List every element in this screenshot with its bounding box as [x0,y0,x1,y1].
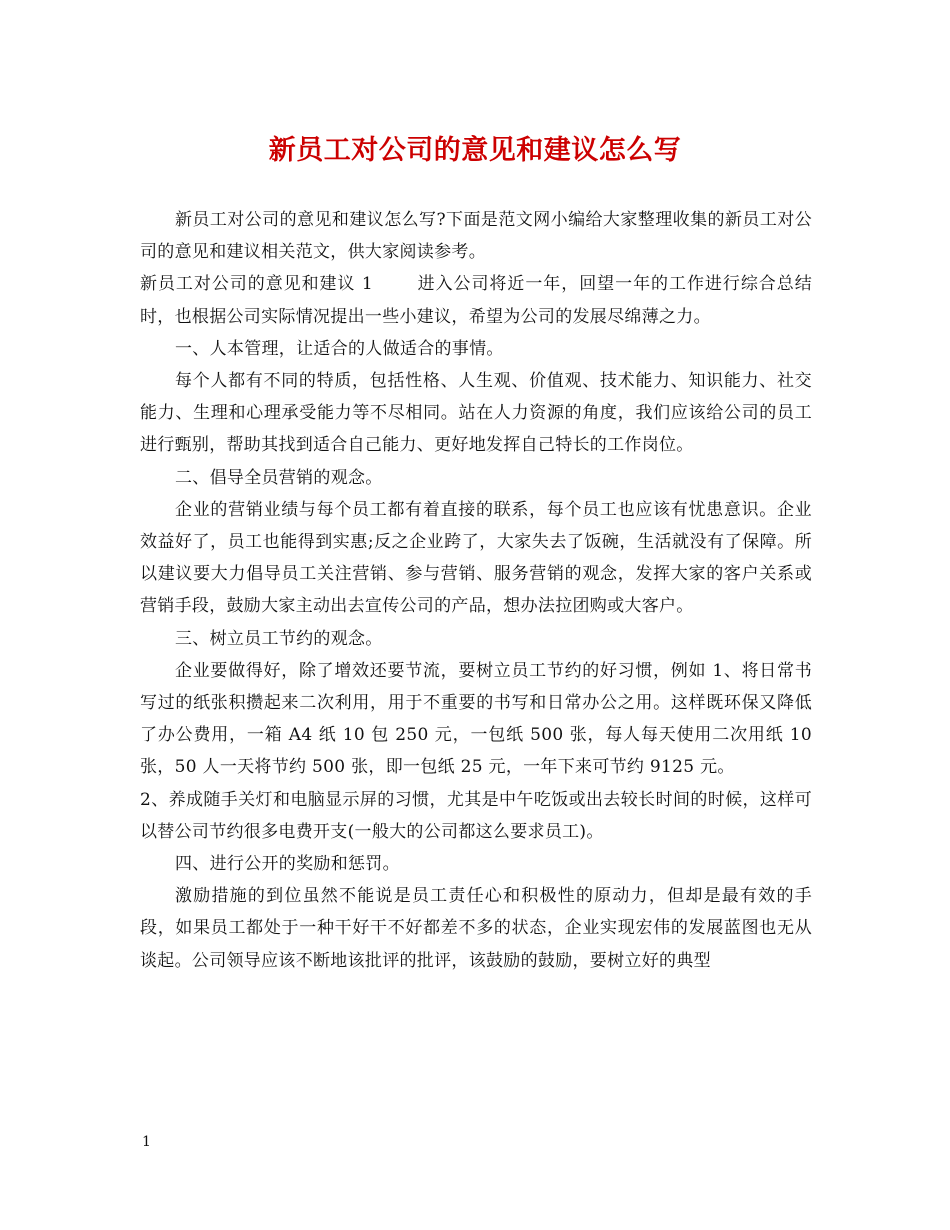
section-body-4: 激励措施的到位虽然不能说是员工责任心和积极性的原动力，但却是最有效的手段，如果员工都处于一种干好干不好都差不多的状态，企业实现宏伟的发展蓝图也无从谈起。公司领导应该不断地该批评的批评，该鼓励的鼓励，要树立好的典型 [140,886,812,971]
section-heading-1: 一、人本管理，让适合的人做适合的事情。 [175,338,504,359]
section-body-3: 企业要做得好，除了增效还要节流，要树立员工节约的好习惯，例如 1、将日常书写过的纸张积攒起来二次利用，用于不重要的书写和日常办公之用。这样既环保又降低了办公费用，一箱 A4 纸 10 包 250 元，一包纸 500 张，每人每天使用二次用纸 10 张，50 人一天将节约 500 张，即一包纸 25 元，一年下来可节约 9125 元。 [140,660,812,778]
sample-intro: 进入公司将近一年，回望一年的工作进行综合总结时，也根据公司实际情况提出一些小建议，希望为公司的发展尽绵薄之力。 [140,274,812,327]
section-heading-4: 四、进行公开的奖励和惩罚。 [175,854,400,875]
page-number: 1 [142,1134,151,1150]
document-title: 新员工对公司的意见和建议怎么写 [268,135,682,166]
document-body [140,204,812,977]
section-body-3-continued: 2、养成随手关灯和电脑显示屏的习惯，尤其是中午吃饭或出去较长时间的时候，这样可以替公司节约很多电费开支(一般大的公司都这么要求员工)。 [140,789,812,842]
intro-paragraph: 新员工对公司的意见和建议怎么写?下面是范文网小编给大家整理收集的新员工对公司的意见和建议相关范文，供大家阅读参考。 [140,210,812,263]
section-heading-2: 二、倡导全员营销的观念。 [175,467,383,488]
section-body-2: 企业的营销业绩与每个员工都有着直接的联系，每个员工也应该有忧患意识。企业效益好了，员工也能得到实惠;反之企业跨了，大家失去了饭碗，生活就没有了保障。所以建议要大力倡导员工关注营销、参与营销、服务营销的观念，发挥大家的客户关系或营销手段，鼓励大家主动出去宣传公司的产品，想办法拉团购或大客户。 [140,499,812,617]
sample-paragraph [140,268,812,332]
sample-heading: 新员工对公司的意见和建议 1 [140,274,373,295]
section-heading-3: 三、树立员工节约的观念。 [175,628,383,649]
section-body-1: 每个人都有不同的特质，包括性格、人生观、价值观、技术能力、知识能力、社交能力、生理和心理承受能力等不尽相同。站在人力资源的角度，我们应该给公司的员工进行甄别，帮助其找到适合自己能力、更好地发挥自己特长的工作岗位。 [140,371,812,456]
